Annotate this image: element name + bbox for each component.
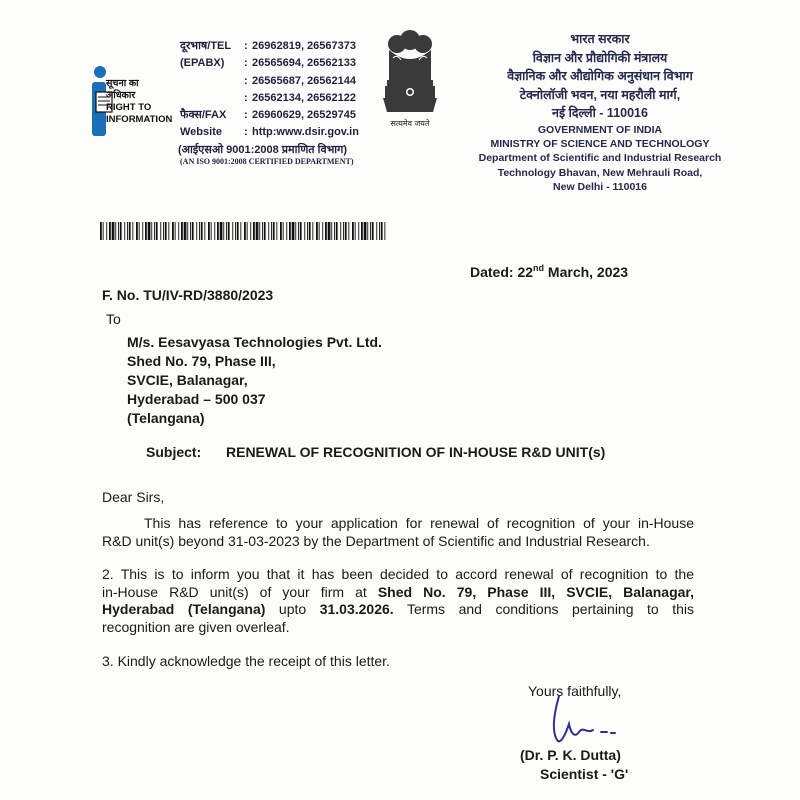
rti-logo-text: सूचना का अधिकार RIGHT TO INFORMATION bbox=[106, 78, 173, 125]
gov-hindi-line: विज्ञान और प्रौद्योगिकी मंत्रालय bbox=[532, 50, 668, 65]
gov-hindi-line: भारत सरकार bbox=[570, 32, 630, 46]
gov-english-line: GOVERNMENT OF INDIA bbox=[537, 123, 663, 136]
signature bbox=[545, 690, 625, 750]
signatory-title: Scientist - 'G' bbox=[540, 766, 629, 782]
paragraph-2: 2. This is to inform you that it has been decided to accord renewal of recognition to the in-House R&D unit(s) of your firm at Shed No. 79, Phase III, SVCIE, Balanagar, Hyderabad (Telangana) upto 31.03.2026. Terms and conditions pertaining to this recognition are given overleaf. bbox=[102, 566, 694, 635]
paragraph-1: This has reference to your application for renewal of recognition of your in-House R&D unit(s) beyond 31-03-2023 by the Department of Scientific and Industrial Research. bbox=[102, 515, 694, 549]
to-label: To bbox=[106, 311, 121, 327]
gov-english-line: Technology Bhavan, New Mehrauli Road, bbox=[497, 166, 703, 179]
address-line: M/s. Eesavyasa Technologies Pvt. Ltd. bbox=[127, 334, 382, 350]
gov-hindi-line: वैज्ञानिक और औद्योगिक अनुसंधान विभाग bbox=[507, 69, 693, 84]
gov-english-line: MINISTRY OF SCIENCE AND TECHNOLOGY bbox=[490, 138, 710, 151]
government-header bbox=[450, 30, 750, 194]
iso-certification-english: (AN ISO 9001:2008 CERTIFIED DEPARTMENT) bbox=[180, 157, 354, 166]
iso-certification-hindi: (आईएसओ 9001:2008 प्रमाणित विभाग) bbox=[178, 144, 348, 156]
address-line: (Telangana) bbox=[127, 410, 205, 426]
gov-hindi-line: टेक्नोलॉजी भवन, नया महरौली मार्ग, bbox=[519, 87, 681, 102]
salutation: Dear Sirs, bbox=[102, 489, 165, 505]
address-line: Shed No. 79, Phase III, bbox=[127, 353, 276, 369]
address-line: Hyderabad – 500 037 bbox=[127, 391, 266, 407]
gov-hindi-line: नई दिल्ली - 110016 bbox=[552, 106, 648, 121]
subject-line: Subject: RENEWAL OF RECOGNITION OF IN-HOUSE R&D UNIT(s) bbox=[146, 444, 606, 460]
signatory-name: (Dr. P. K. Dutta) bbox=[520, 747, 621, 763]
rti-logo bbox=[86, 64, 178, 144]
paragraph-3: 3. Kindly acknowledge the receipt of this letter. bbox=[102, 653, 390, 669]
closing: Yours faithfully, bbox=[528, 683, 622, 699]
file-number: F. No. TU/IV-RD/3880/2023 bbox=[102, 287, 274, 303]
national-emblem-icon bbox=[375, 28, 445, 116]
gov-english-line: Department of Scientific and Industrial Research bbox=[478, 152, 722, 165]
recipient-address bbox=[127, 333, 382, 428]
barcode bbox=[100, 222, 388, 240]
letter-page: सूचना का अधिकार RIGHT TO INFORMATION दूरभाष/TEL : 26962819, 26567373 (EPABX) : 26565694, 26562133 : 26565687, 26562144 : 26562134, 26562122 फैक्स/FAX : 26960629, 26529745 Website : http:www.dsir.gov.in (आईएसओ 9001:2008 प्रमाणित विभाग) (AN ISO 9001:2008 CERTIFIED DEPARTMENT) सत्यमेव जयते भारत सरकार विज्ञान और प्रौद्योगिकी मंत्रालय वैज्ञानिक और औद्योगिक अनुसंधान विभाग टेक्नोलॉजी भवन, नया महरौली मार्ग, नई दिल्ली - 110016 GOVERNMENT OF INDIA MINISTRY OF SCIENCE AND TECHNOLOGY Department of Scientific and Industrial Research Technology Bhavan, New Mehrauli Road, New Delhi - 110016 Dated: 22nd March, 2023 F. No. TU/IV-RD/3880/2023 To M/s. Eesavyasa Technologies Pvt. Ltd. Shed No. 79, Phase III, SVCIE, Balanagar, Hyderabad – 500 037 (Telangana) Subject: RENEWAL OF RECOGNITION OF IN-HOUSE R&D UNIT(s) Dear Sirs, This has reference to your application for renewal of recognition of your in-House R&D unit(s) beyond 31-03-2023 by the Department of Scientific and Industrial Research. 2. This is to inform you that it has been decided to accord renewal of recognition to the in-House R&D unit(s) of your firm at Shed No. 79, Phase III, SVCIE, Balanagar, Hyderabad (Telangana) upto 31.03.2026. Terms and conditions pertaining to this recognition are given overleaf. 3. Kindly acknowledge the receipt of this letter. Yours faithfully, (Dr. P. K. Dutta) Scientist - 'G' bbox=[0, 0, 800, 800]
letter-date: Dated: 22nd March, 2023 bbox=[470, 263, 629, 280]
address-line: SVCIE, Balanagar, bbox=[127, 372, 248, 388]
emblem-motto: सत्यमेव जयते bbox=[390, 119, 430, 128]
gov-english-line: New Delhi - 110016 bbox=[553, 180, 647, 193]
